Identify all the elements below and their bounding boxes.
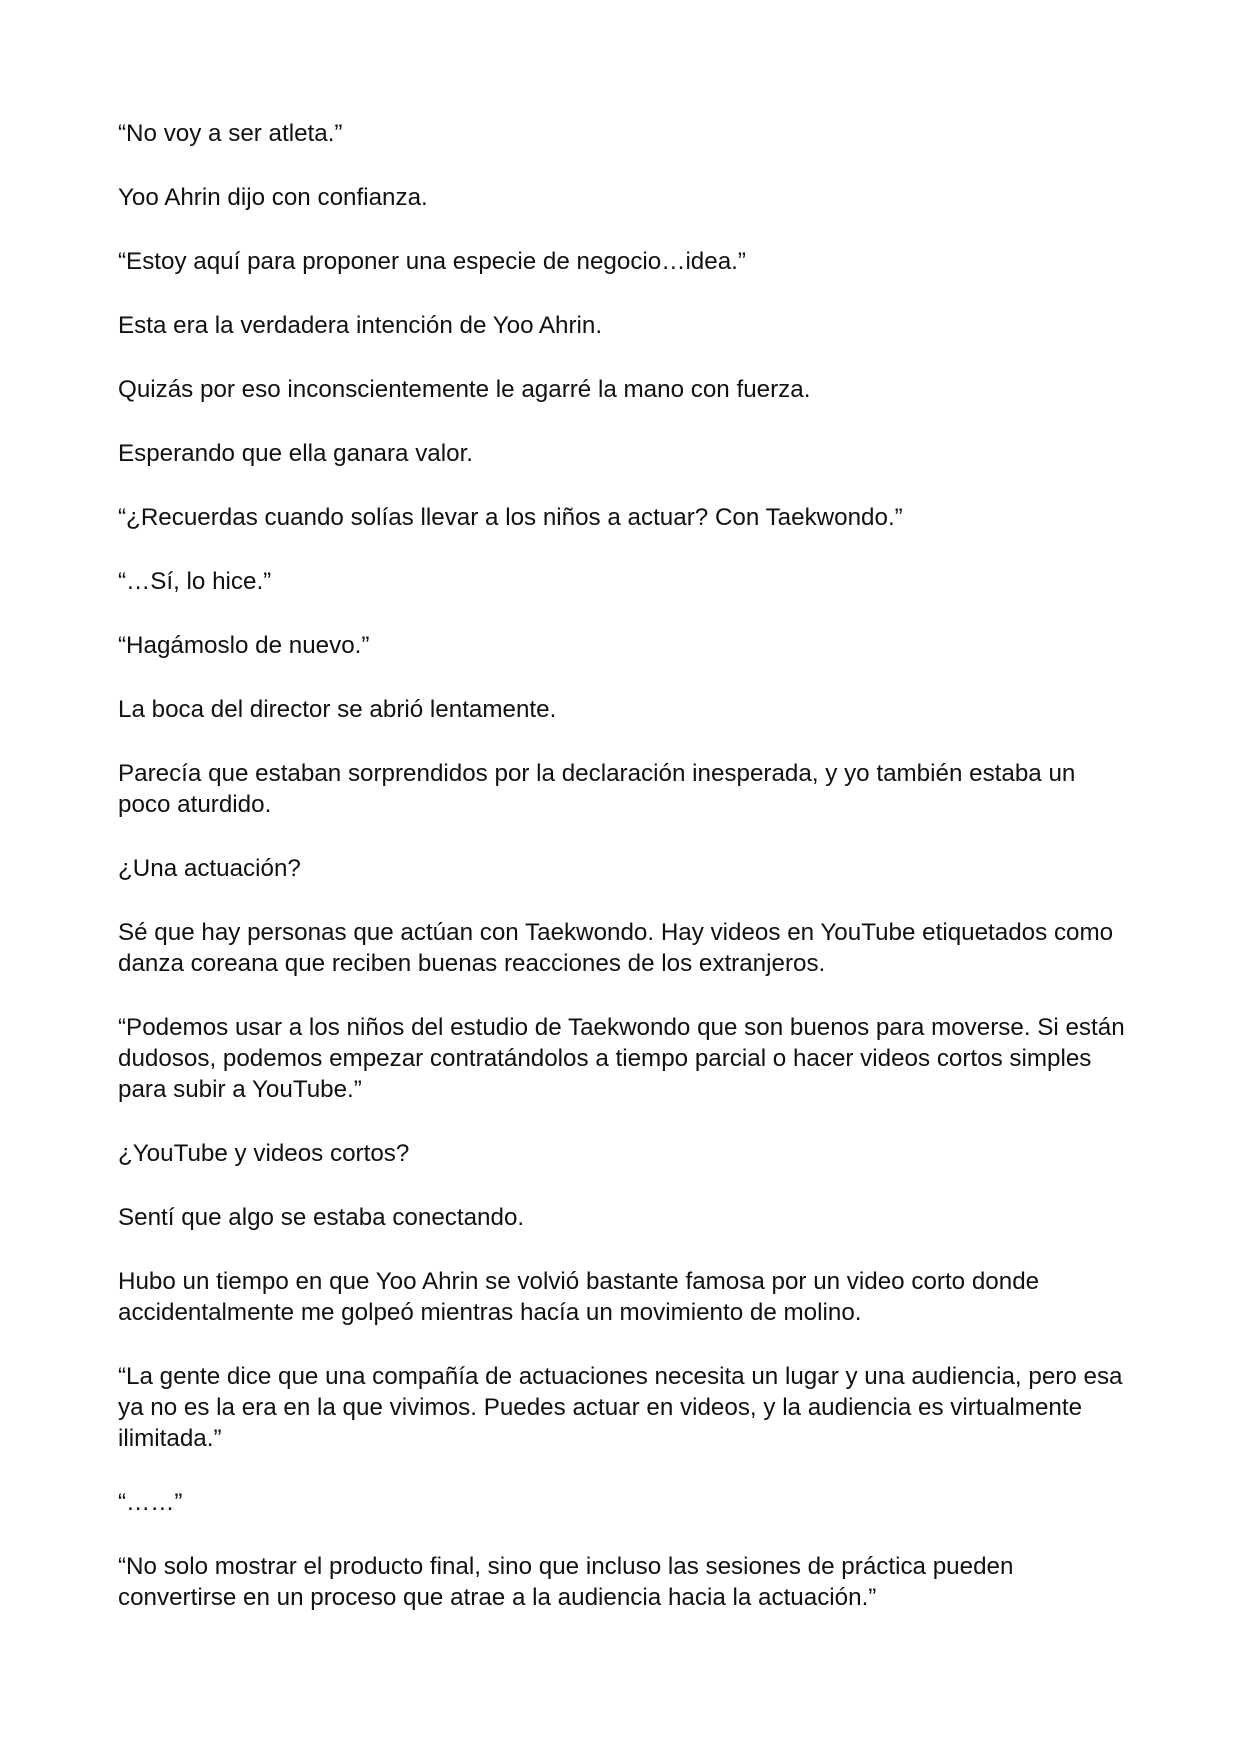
- paragraph: “No voy a ser atleta.”: [118, 120, 343, 147]
- paragraph: Parecía que estaban sorprendidos por la declaración inesperada, y yo también estaba un poco aturdido.: [118, 760, 1076, 818]
- paragraph: Quizás por eso inconscientemente le agarré la mano con fuerza.: [118, 376, 811, 403]
- paragraph: ¿Una actuación?: [118, 855, 301, 882]
- paragraph: “Estoy aquí para proponer una especie de negocio…idea.”: [118, 248, 746, 275]
- paragraph: ¿YouTube y videos cortos?: [118, 1140, 410, 1167]
- paragraph: “Hagámoslo de nuevo.”: [118, 632, 370, 659]
- paragraph: “…Sí, lo hice.”: [118, 568, 272, 595]
- paragraph: Esta era la verdadera intención de Yoo Ahrin.: [118, 312, 603, 339]
- paragraph: Hubo un tiempo en que Yoo Ahrin se volvió bastante famosa por un video corto donde accidentalmente me golpeó mientras hacía un movimiento de molino.: [118, 1268, 1040, 1326]
- paragraph: “La gente dice que una compañía de actuaciones necesita un lugar y una audiencia, pero esa ya no es la era en la que vivimos. Puedes actuar en videos, y la audiencia es virtualmente ilimitada.”: [118, 1363, 1123, 1452]
- paragraph: Sé que hay personas que actúan con Taekwondo. Hay videos en YouTube etiquetados como danza coreana que reciben buenas reacciones de los extranjeros.: [118, 919, 1114, 977]
- paragraph: “¿Recuerdas cuando solías llevar a los niños a actuar? Con Taekwondo.”: [118, 504, 903, 531]
- paragraph: La boca del director se abrió lentamente.: [118, 696, 557, 723]
- paragraph: Sentí que algo se estaba conectando.: [118, 1204, 525, 1231]
- paragraph: “Podemos usar a los niños del estudio de Taekwondo que son buenos para moverse. Si están dudosos, podemos empezar contratándolos a tiempo parcial o hacer videos cortos simples para subir a YouTube.”: [118, 1014, 1125, 1103]
- paragraph: “No solo mostrar el producto final, sino que incluso las sesiones de práctica pueden convertirse en un proceso que atrae a la audiencia hacia la actuación.”: [118, 1553, 1014, 1611]
- paragraph: Yoo Ahrin dijo con confianza.: [118, 184, 428, 211]
- document-body: [118, 118, 1128, 1646]
- paragraph: Esperando que ella ganara valor.: [118, 440, 474, 467]
- paragraph: “……”: [118, 1489, 183, 1516]
